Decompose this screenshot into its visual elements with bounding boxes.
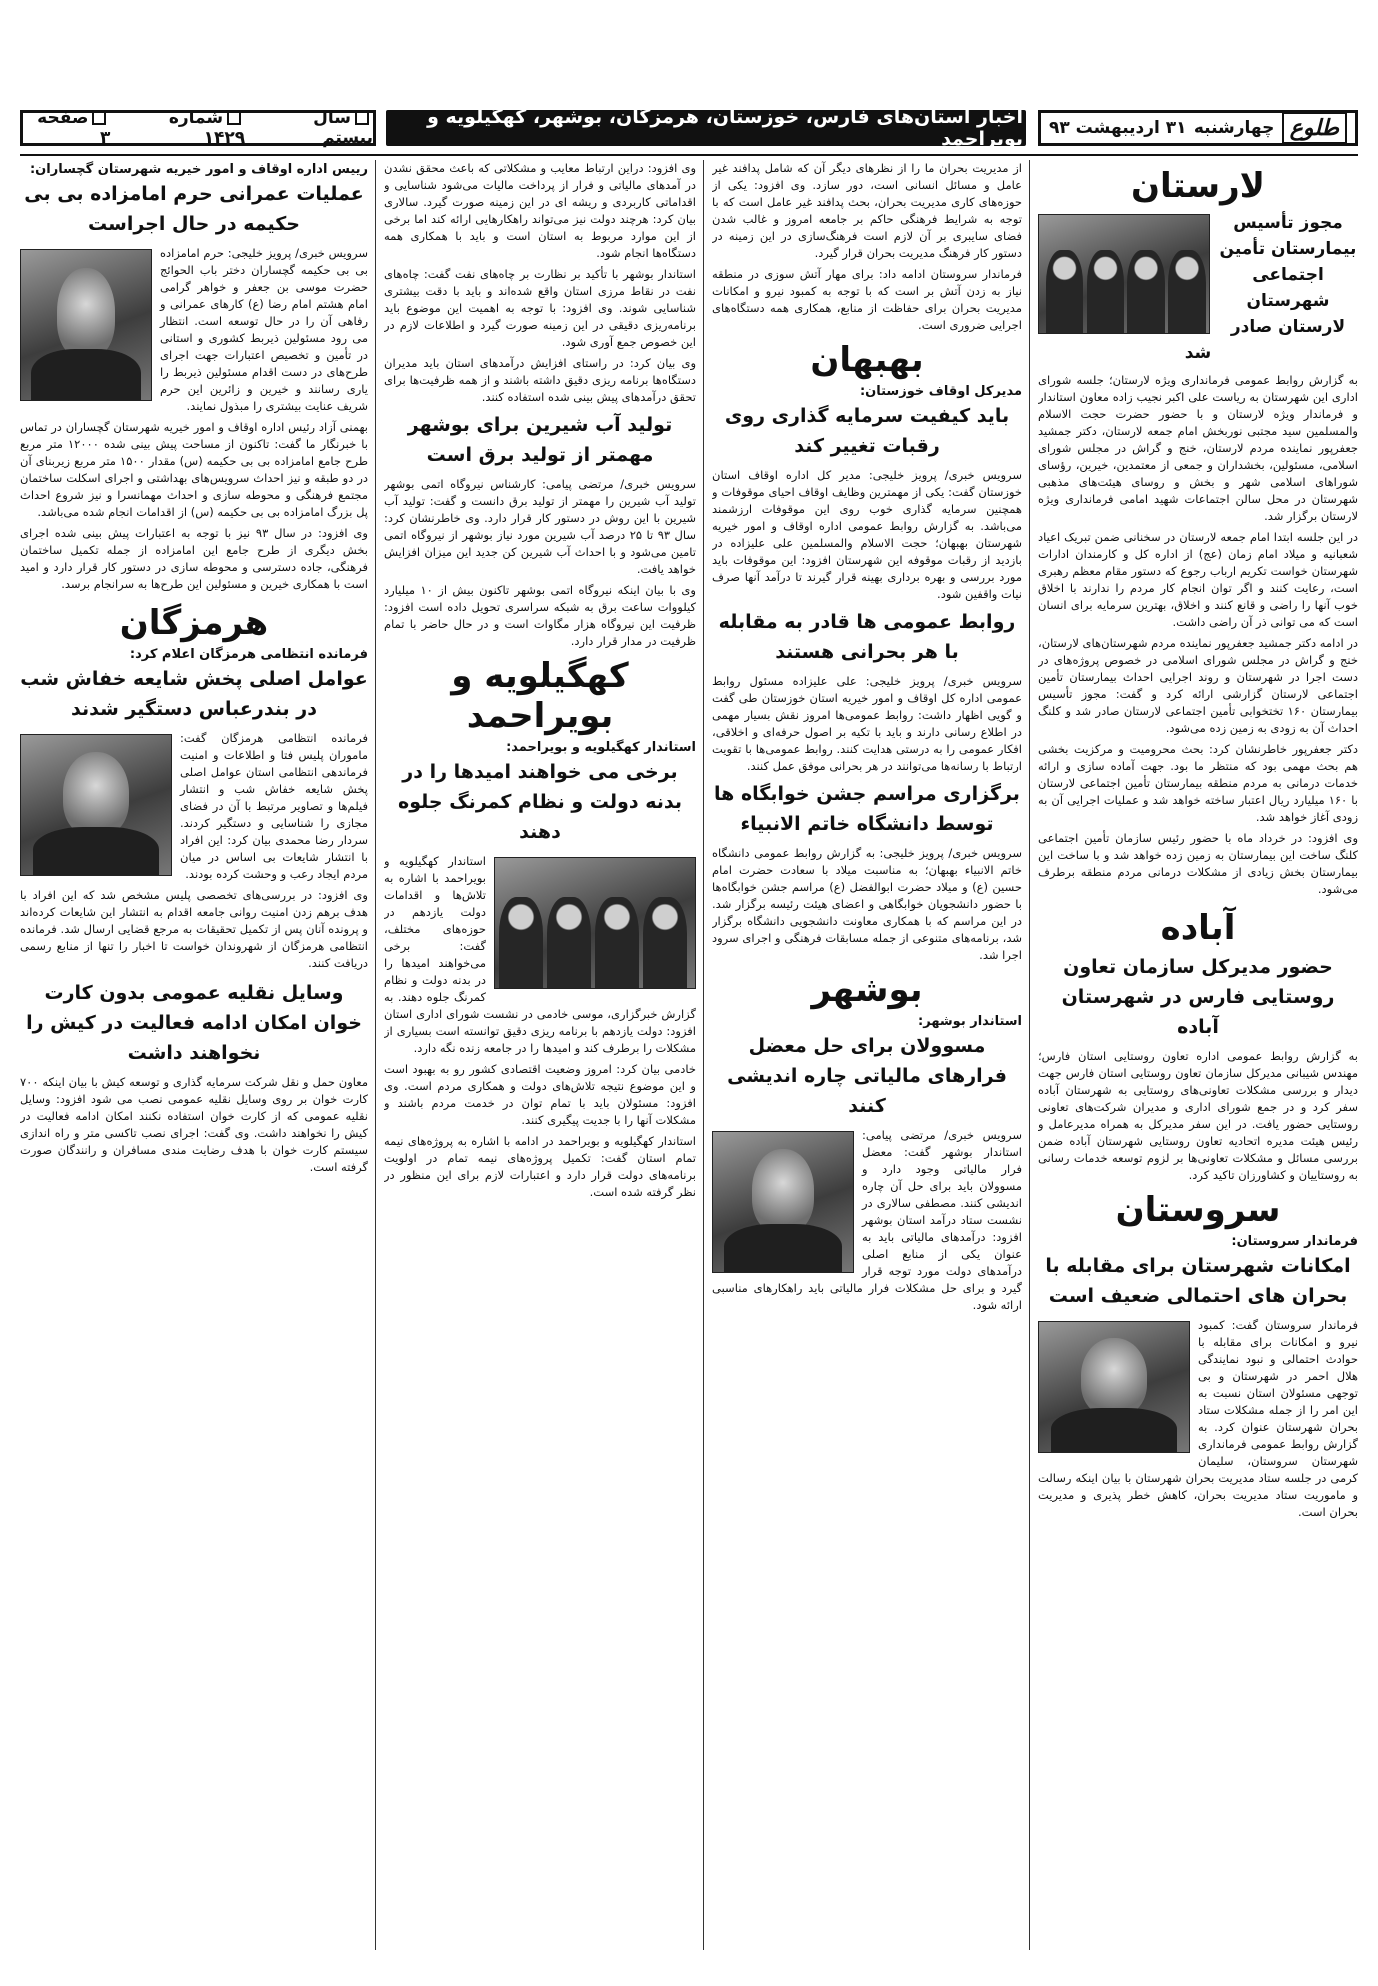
article-text: وی افزود: در خرداد ماه با حضور رئیس سازمان تأمین اجتماعی کلنگ ساخت این بیمارستان به زمین زده خواهد شد و با ساخت این بیمارستان بخش زیادی از مشکلات درمانی مردم منطقه برطرف می‌شود.	[1038, 831, 1358, 896]
article-text: بهمنی آزاد رئیس اداره اوقاف و امور خیریه شهرستان گچساران در تماس با خبرنگار ما گفت: تاکنون از مساحت پیش بینی شده ۱۲۰۰۰ متر مربع طرح جامع امامزاده بی بی حکیمه (س) مقدار ۱۵۰۰ متر مربع زیربنای آن در دو طبقه و نیز احداث سرویس‌های بهداشتی و اجرای اسکلت ساختمان مجتمع فرهنگی و محوطه سازی و احداث مهمانسرا و نیز شروع احداث پل بزرگ امامزاده بی بی حکیمه (س) از اقدامات انجام شده می‌باشد.	[20, 420, 368, 519]
headline: برخی می خواهند امیدها را در بدنه دولت و نظام کمرنگ جلوه دهند	[398, 761, 682, 843]
headline: باید کیفیت سرمایه گذاری روی رقبات تغییر کند	[724, 405, 1010, 457]
kicker: استاندار بوشهر:	[918, 1014, 1022, 1029]
square-icon	[355, 111, 369, 125]
article-text: در این جلسه ابتدا امام جمعه لارستان در سخنانی ضمن تبریک اعیاد شعبانیه و میلاد امام زمان (عج) از اداره کل و کارمندان ادارات شهرستان خواست تکریم ارباب رجوع که دستور مقام معظم رهبری است، رعایت کنند و اگر توان انجام کار مردم را ندارند با اخلاق خوب آنها را راضی و قانع کنند و اخلاق، بهترین سرمایه برای انسان است که می توانی ذر آن راضی داشت.	[1038, 530, 1358, 629]
article-text: استاندار بوشهر با تأکید بر نظارت بر چاه‌های نفت گفت: چاه‌های نفت در نقاط مرزی استان واقع شده‌اند و باید با دقت بیشتری شناسایی شوند. وی افزود: با توجه به اهمیت این موضوع باید برنامه‌ریزی دقیقی در این زمینه صورت گیرد و اطلاعات لازم در این خصوص جمع آوری شود.	[384, 267, 696, 349]
section-title-abadeh: آباده	[1160, 908, 1236, 948]
headline: تولید آب شیرین برای بوشهر مهمتر از تولید برق است	[407, 414, 673, 466]
meeting-photo	[1038, 214, 1210, 334]
section-title-kohgiluyeh: کهگیلویه و بویراحمد	[451, 656, 629, 736]
column-1	[1038, 160, 1358, 1950]
section-title-hormozgan: هرمزگان	[119, 603, 269, 643]
newspaper-page	[20, 18, 1358, 1950]
headline: مجوز تأسیس بیمارستان تأمین اجتماعی شهرستان لارستان صادر شد	[1184, 213, 1357, 363]
column-divider	[1029, 160, 1030, 1950]
article-text: سرویس خبری/ مرتضی پیامی: استاندار بوشهر گفت: معضل فرار مالیاتی وجود دارد و مسوولان باید برای حل آن چاره اندیشی کنند. مصطفی سالاری در نشست ستاد درآمد استان بوشهر افزود: درآمدهای مالیاتی باید به عنوان یکی از منابع اصلی درآمدهای دولت مورد توجه قرار گیرد و برای حل مشکلات فرار مالیاتی باید راهکارهای مناسبی ارائه شود.	[712, 1128, 1022, 1312]
article-text: خادمی بیان کرد: امروز وضعیت اقتصادی کشور رو به بهبود است و این موضوع نتیجه تلاش‌های دولت و همکاری مردم است. وی افزود: مسئولان باید با تمام توان در خدمت مردم باشند و مشکلات آنها را با جدیت پیگیری کنند.	[384, 1062, 696, 1127]
kicker: فرمانده انتظامی هرمزگان اعلام کرد:	[129, 647, 368, 662]
article-text: سرویس خبری/ پرویز خلیجی: به گزارش روابط عمومی دانشگاه خاتم الانبیاء بهبهان؛ به مناسبت میلاد با سعادت حضرت امام حسین (ع) و میلاد حضرت ابوالفضل (ع) مراسم جشن خوابگاه‌ها با حضور دانشجویان خوابگاهی و اعضای هیئت رئیسه برگزار شد. در این مراسم که با همکاری معاونت دانشجویی دانشگاه برگزار شد، برنامه‌های متنوعی از جمله مسابقات فرهنگی و اجرای سرود اجرا شد.	[712, 846, 1022, 962]
section-title-sarvestan: سروستان	[1115, 1190, 1281, 1230]
portrait-photo	[712, 1131, 854, 1273]
column-2	[712, 160, 1022, 1950]
column-divider	[703, 160, 704, 1950]
header-issue-box	[20, 110, 376, 146]
kicker: فرماندار سروستان:	[1231, 1234, 1358, 1249]
headline: عوامل اصلی پخش شایعه خفاش شب در بندرعباس دستگیر شدند	[20, 668, 368, 720]
headline: مسوولان برای حل معضل فرارهای مالیاتی چاره اندیشی کنند	[727, 1035, 1007, 1117]
column-4	[20, 160, 368, 1950]
group-photo	[494, 857, 696, 989]
article-text: در ادامه دکتر جمشید جعفرپور نماینده مردم شهرستان‌های لارستان، خنج و گراش در مجلس شورای اسلامی در خصوص پروژه‌های در دست اجرا در شهرستان و روند اجرایی احداث بیمارستان تأمین اجتماعی لارستان گزارشی ارائه کرد و گفت: مجوز تأسیس بیمارستان ۱۶۰ تختخوابی تأمین اجتماعی لارستان صادر شد و کلنگ احداث آن به زودی به زمین زده می‌شود.	[1038, 636, 1358, 735]
article-text: وی افزود: دراین ارتباط معایب و مشکلاتی که باعث محقق نشدن در آمدهای مالیاتی و فرار از پرداخت مالیات می‌شود شناسایی و اقداماتی کاربردی و ریشه ای در این زمینه صورت گیرد. سالاری بیان کرد: هرچند دولت نیز می‌تواند راهکارهایی ارائه کند اما برخی از این موارد مربوط به استان است و باید با همکاری همه دستگاه‌ها انجام شود.	[384, 161, 696, 260]
article-text: به گزارش روابط عمومی فرمانداری ویژه لارستان؛ جلسه شورای اداری این شهرستان به ریاست علی اکبر نجیب زاده معاون استاندار و فرماندار ویژه لارستان و با حضور حضرت حجت الاسلام والمسلمین سید مجتبی نوربخش امام جمعه لارستان، دکتر جمشید جعفرپور نماینده مردم لارستان، خنج و گراش در مجلس شورای اسلامی، مسئولین، بخشداران و جمعی از معتمدین، خیرین، رؤسای شوراهای اسلامی شهر و بخش و روسای هیئت‌های مذهبی شهرستان در محل سالن اجتماعات شهید امامی فرمانداری ویژه لارستان برگزار شد.	[1038, 373, 1358, 523]
column-divider	[375, 160, 376, 1950]
header-regions-title: اخبار استان‌های فارس، خوزستان، هرمزگان، بوشهر، کهگیلویه و بویراحمد	[386, 110, 1026, 146]
article-text: معاون حمل و نقل شرکت سرمایه گذاری و توسعه کیش با بیان اینکه ۷۰۰ کارت خوان بر روی وسایل نقلیه عمومی نصب می شود افزود: وسایل نقلیه عمومی که از کارت خوان استفاده نکنند امکان ادامه فعالیت در کیش را نخواهند داشت. وی گفت: اجرای نصب تاکسی متر و راه اندازی سیستم کارت خوان با هدف رضایت مندی مسافران و رانندگان صورت گرفته است.	[20, 1075, 368, 1174]
article-text: به گزارش روابط عمومی اداره تعاون روستایی استان فارس؛ مهندس شیبانی مدیرکل سازمان تعاون روستایی استان فارس جهت دیدار و بررسی مشکلات تعاونی‌های روستایی به شهرستان آباده سفر کرد و در جمع شورای اداری و مدیران شرکت‌های تعاونی روستایی حضور یافت. در این سفر مدیرکل به همراه مدیرعامل و رئیس هیئت مدیره اتحادیه تعاون روستایی شهرستان آباده ضمن بررسی مسائل و مشکلات تعاونی‌ها بر لزوم توسعه خدمات رسانی به روستاییان و کشاورزان تاکید کرد.	[1038, 1049, 1358, 1182]
column-3	[384, 160, 696, 1950]
header-issue: شماره ۱۴۲۹	[168, 108, 246, 148]
article-text: از مدیریت بحران ما را از نظرهای دیگر آن که شامل پدافند غیر عامل و مسائل انسانی است، دور سازد. وی افزود: یکی از حوزه‌های کاری مدیریت بحران، بحث پدافند غیر عامل است که با توجه به شرایط فرهنگی حاکم بر جامعه امروز و غالب شدن فضای سایبری بر آن لازم است فرهنگ‌سازی در این زمینه در دستور کار فرهنگ مدیریت بحران قرار گیرد.	[712, 161, 1022, 260]
header-day: چهارشنبه	[1193, 118, 1275, 138]
header-divider	[20, 154, 1358, 156]
section-title-bushehr: بوشهر	[811, 970, 923, 1010]
kicker: استاندار کهگیلویه و بویراحمد:	[506, 740, 696, 755]
portrait-photo	[20, 249, 152, 401]
headline: وسایل نقلیه عمومی بدون کارت خوان امکان ادامه فعالیت در کیش را نخواهند داشت	[26, 982, 362, 1064]
square-icon	[227, 111, 241, 125]
header-date-box	[1038, 110, 1358, 146]
article-text: وی بیان کرد: در راستای افزایش درآمدهای استان باید مدیران دستگاه‌ها برنامه ریزی دقیق داشته باشند و از همه ظرفیت‌ها برای تحقق درآمدهای پیش بینی شده استفاده کنند.	[384, 356, 696, 404]
header-page: صفحه ۳	[37, 108, 111, 148]
article-text: وی با بیان اینکه نیروگاه اتمی بوشهر تاکنون بیش از ۱۰ میلیارد کیلووات ساعت برق به شبکه سراسری تحویل داده است افزود: ظرفیت این نیروگاه هزار مگاوات است و در حال حاضر با تمام ظرفیت در مدار قرار دارد.	[384, 583, 696, 648]
article-text: سرویس خبری/ پرویز خلیجی: علی علیزاده مسئول روابط عمومی اداره کل اوقاف و امور خیریه استان خوزستان طی گفت و گویی اظهار داشت: روابط عمومی‌ها امروز نقش بسیار مهمی در اطلاع رسانی دارند و باید با تکیه بر اصول حرفه‌ای و اخلاقی، افکار عمومی را به درستی هدایت کنند. روابط عمومی‌ها با تقویت ارتباط با رسانه‌ها می‌توانند در هر بحرانی موفق عمل کنند.	[712, 674, 1022, 773]
section-title-behbahan: بهبهان	[810, 340, 924, 380]
article-text: فرماندار سروستان گفت: کمبود نیرو و امکانات برای مقابله با حوادث احتمالی و نبود نمایندگی هلال احمر در شهرستان و بی توجهی مسئولان استان نسبت به این امر را از جمله مشکلات ستاد بحران شهرستان عنوان کرد. به گزارش روابط عمومی فرمانداری شهرستان سروستان، سلیمان کرمی در جلسه ستاد مدیریت بحران شهرستان با بیان اینکه رسالت و ماموریت ستاد مدیریت بحران، کاهش خطر پذیری و مدیریت بحران است.	[1038, 1318, 1358, 1519]
header-date: ۳۱ اردیبهشت ۹۳	[1049, 118, 1187, 138]
article-text: استاندار کهگیلویه و بویراحمد در ادامه با اشاره به پروژه‌های نیمه تمام استان گفت: تکمیل پروژه‌های نیمه تمام در اولویت برنامه‌های دولت قرار دارد و اعتبارات لازم برای این منظور در نظر گرفته شده است.	[384, 1134, 696, 1199]
article-text: فرماندار سروستان ادامه داد: برای مهار آتش سوزی در منطقه نیاز به زدن آتش بر است که با توجه به کمبود نیرو و امکانات مدیریت بحران برای حفاظت از منابع، همکاری همه دستگاه‌های اجرایی ضروری است.	[712, 267, 1022, 332]
section-title-larestan: لارستان	[1131, 166, 1265, 206]
headline: حضور مدیرکل سازمان تعاون روستایی فارس در شهرستان آباده	[1061, 956, 1335, 1038]
article-text: سرویس خبری/ پرویز خلیجی: حرم امامزاده بی بی حکیمه گچساران دختر باب الحوائج حضرت موسی بن جعفر و خواهر گرامی امام هشتم امام رضا (ع) کارهای عمرانی و رفاهی آن را در حال توسعه است. انتظار می رود مسئولین ذیربط کشوری و استانی در تأمین و تخصیص اعتبارات جهت اجرای طرح‌های در دست اقدام مسئولین ذیربط را یاری رسانند و خیرین و زائرین این حرم شریف عنایت بیشتری را مبذول نمایند.	[160, 246, 368, 413]
portrait-photo	[1038, 1321, 1190, 1453]
headline: امکانات شهرستان برای مقابله با بحران های احتمالی ضعیف است	[1045, 1255, 1351, 1307]
header-year: سال بیستم	[313, 108, 373, 148]
portrait-photo	[20, 734, 172, 876]
article-text: وی افزود: در بررسی‌های تخصصی پلیس مشخص شد که این افراد با هدف برهم زدن امنیت روانی جامعه اقدام به انتشار این شایعات کرده‌اند و پرونده آنان پس از تکمیل تحقیقات به مرجع قضایی ارسال شد. فرمانده انتظامی هرمزگان از شهروندان خواست تا اخبار را تنها از منابع رسمی دریافت کنند.	[20, 888, 368, 970]
headline: عملیات عمرانی حرم امامزاده بی بی حکیمه در حال اجراست	[24, 183, 364, 235]
article-text: سرویس خبری/ مرتضی پیامی: کارشناس نیروگاه اتمی بوشهر تولید آب شیرین را مهمتر از تولید برق دانست و گفت: تولید آب شیرین با این روش در دستور کار قرار دارد. وی خاطرنشان کرد: سال ۹۳ تا ۲۵ درصد آب شیرین مورد نیاز بوشهر از نیروگاه اتمی تامین می‌شود و با احداث آب شیرین کن جدید این میزان افزایش خواهد یافت.	[384, 477, 696, 576]
square-icon	[92, 111, 106, 125]
headline: روابط عمومی ها قادر به مقابله با هر بحرانی هستند	[718, 611, 1016, 663]
headline: برگزاری مراسم جشن خوابگاه ها توسط دانشگاه خاتم الانبیاء	[714, 783, 1020, 835]
kicker: رییس اداره اوقاف و امور خیریه شهرستان گچساران:	[29, 162, 368, 177]
article-text: استاندار کهگیلویه و بویراحمد با اشاره به تلاش‌ها و اقدامات دولت یازدهم در حوزه‌های مختلف، گفت: برخی می‌خواهند امیدها را در بدنه دولت و نظام کمرنگ جلوه دهند. به گزارش خبرگزاری، موسی خادمی در نشست شورای اداری استان افزود: دولت یازدهم با برنامه ریزی دقیق توانسته است بسیاری از مشکلات را برطرف کند و امیدها را در جامعه زنده نگه دارد.	[384, 854, 696, 1055]
article-text: سرویس خبری/ پرویز خلیجی: مدیر کل اداره اوقاف استان خوزستان گفت: یکی از مهمترین وظایف اوقاف احیای موقوفات و همچنین سرمایه گذاری خوب روی این موقوفات ارزشمند می‌باشد. به گزارش روابط عمومی اداره اوقاف و امور خیریه شهرستان بهبهان؛ حجت الاسلام والمسلمین علی علیزاده در بازدید از رقبات موقوفه این شهرستان افزود: این موقوفات باید مورد بررسی و بهره برداری بهینه قرار گیرند تا درآمد آنها صرف نیات واقفین شود.	[712, 468, 1022, 601]
article-text: وی افزود: در سال ۹۳ نیز با توجه به اعتبارات پیش بینی شده اجرای بخش دیگری از طرح جامع این امامزاده از جمله تکمیل ساختمان فرهنگی، جاده دسترسی و محوطه سازی در دستور کار قرار دارد و امید است با همکاری خیرین و مسئولین این طرح‌ها به سرانجام برسد.	[20, 526, 368, 591]
kicker: مدیرکل اوقاف خوزستان:	[859, 384, 1022, 399]
article-text: دکتر جعفرپور خاطرنشان کرد: بحث محرومیت و مرکزیت بخشی هم بحث مهمی بود که منتظر ما بود. جهت آماده سازی و ارائه خدمات درمانی به مردم منطقه بیمارستان تأمین اجتماعی لارستان با ۱۶۰ میلیارد ریال اعتبار ساخته خواهد شد و عملیات اجرایی آن به زودی آغاز خواهد شد.	[1038, 742, 1358, 824]
newspaper-logo: طلوع	[1282, 112, 1347, 144]
page-header	[20, 108, 1358, 148]
article-text: فرمانده انتظامی هرمزگان گفت: ماموران پلیس فتا و اطلاعات و امنیت فرماندهی انتظامی استان عوامل اصلی پخش شایعه خفاش شب و انتشار فیلم‌ها و تصاویر مرتبط با آن در فضای مجازی را شناسایی و دستگیر کردند. سردار رضا محمدی بیان کرد: این افراد با انتشار شایعات بی اساس در میان مردم ایجاد رعب و وحشت کرده بودند.	[180, 731, 368, 881]
